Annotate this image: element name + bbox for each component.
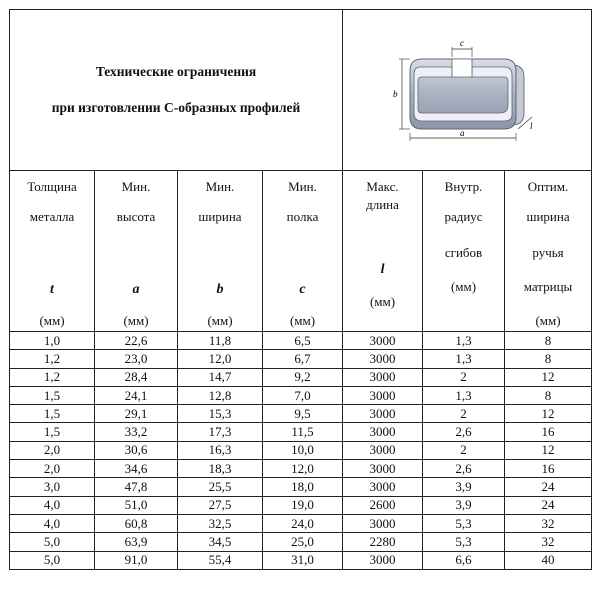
header-groove [505,171,592,332]
table-cell: 25,0 [263,533,343,551]
title-row [10,10,592,171]
table-cell: 5,3 [423,514,505,532]
table-cell: 2 [423,405,505,423]
table-cell: 1,3 [423,332,505,350]
header-line: полка [286,209,319,224]
table-row [10,441,592,459]
header-line: ширина [526,209,570,224]
header-length [343,171,423,332]
table-cell: 1,2 [10,350,95,368]
diagram-cell [343,10,592,171]
table-cell: 34,5 [178,533,263,551]
header-width [178,171,263,332]
header-line: длина [366,197,399,212]
table-title-line-1: Технические ограничения [95,64,257,79]
table-cell: 63,9 [95,533,178,551]
table-cell: 24 [505,496,592,514]
table-cell: 22,6 [95,332,178,350]
table-cell: 33,2 [95,423,178,441]
table-cell: 91,0 [95,551,178,569]
table-cell: 6,7 [263,350,343,368]
header-line: металла [29,209,75,224]
header-unit: (мм) [450,279,477,294]
header-unit: (мм) [39,313,65,328]
table-cell: 2280 [343,533,423,551]
table-row [10,423,592,441]
table-cell: 28,4 [95,368,178,386]
table-cell: 8 [505,332,592,350]
table-cell: 1,5 [10,386,95,404]
table-cell: 3000 [343,350,423,368]
table-cell: 3000 [343,386,423,404]
table-row [10,514,592,532]
table-cell: 16 [505,423,592,441]
table-cell: 11,8 [178,332,263,350]
table-cell: 2600 [343,496,423,514]
header-flange [263,171,343,332]
header-line: Оптим. [527,179,569,194]
table-cell: 3000 [343,332,423,350]
table-cell: 24,1 [95,386,178,404]
table-cell: 1,2 [10,368,95,386]
table-cell: 3000 [343,460,423,478]
table-cell: 2,0 [10,441,95,459]
table-cell: 5,0 [10,551,95,569]
table-cell: 12 [505,441,592,459]
table-row [10,478,592,496]
table-cell: 8 [505,350,592,368]
table-cell: 23,0 [95,350,178,368]
table-cell: 5,0 [10,533,95,551]
table-row [10,386,592,404]
header-symbol: c [299,282,306,297]
table-cell: 1,3 [423,386,505,404]
header-thickness [10,171,95,332]
table-cell: 14,7 [178,368,263,386]
header-line: Макс. [366,179,399,194]
spec-sheet [9,9,591,587]
table-cell: 6,6 [423,551,505,569]
table-cell: 55,4 [178,551,263,569]
table-row [10,405,592,423]
table-cell: 12 [505,368,592,386]
header-symbol: a [132,282,140,297]
table-cell: 32 [505,533,592,551]
table-cell: 9,5 [263,405,343,423]
table-cell: 3000 [343,423,423,441]
table-cell: 4,0 [10,514,95,532]
table-cell: 30,6 [95,441,178,459]
table-cell: 3,9 [423,478,505,496]
table-cell: 24 [505,478,592,496]
header-unit: (мм) [207,313,233,328]
table-cell: 7,0 [263,386,343,404]
table-cell: 31,0 [263,551,343,569]
table-cell: 17,3 [178,423,263,441]
table-cell: 3000 [343,514,423,532]
header-line: Мин. [121,179,151,194]
table-cell: 1,5 [10,423,95,441]
table-cell: 32,5 [178,514,263,532]
constraints-table [9,9,592,570]
table-cell: 29,1 [95,405,178,423]
table-cell: 2 [423,368,505,386]
table-cell: 2,6 [423,460,505,478]
dim-label-c: c [460,38,465,48]
table-cell: 9,2 [263,368,343,386]
table-row [10,496,592,514]
table-cell: 27,5 [178,496,263,514]
header-line: ручья [532,245,564,260]
table-cell: 60,8 [95,514,178,532]
table-cell: 3000 [343,478,423,496]
header-unit: (мм) [289,313,316,328]
header-height [95,171,178,332]
table-cell: 16 [505,460,592,478]
table-cell: 32 [505,514,592,532]
header-symbol: b [216,282,224,297]
table-cell: 8 [505,386,592,404]
table-cell: 47,8 [95,478,178,496]
table-cell: 3000 [343,368,423,386]
header-line: сгибов [444,245,483,260]
table-cell: 15,3 [178,405,263,423]
c-profile-diagram-icon [392,35,542,145]
table-cell: 4,0 [10,496,95,514]
table-cell: 24,0 [263,514,343,532]
table-cell: 25,5 [178,478,263,496]
table-row [10,533,592,551]
table-cell: 34,6 [95,460,178,478]
header-line: Толщина [27,179,77,194]
table-cell: 5,3 [423,533,505,551]
table-cell: 16,3 [178,441,263,459]
header-line: матрицы [523,279,573,294]
table-cell: 1,5 [10,405,95,423]
table-cell: 2 [423,441,505,459]
header-line: ширина [198,209,242,224]
table-cell: 12,0 [263,460,343,478]
header-unit: (мм) [535,313,561,328]
table-cell: 51,0 [95,496,178,514]
header-line: Мин. [205,179,235,194]
table-cell: 18,3 [178,460,263,478]
table-row [10,460,592,478]
table-cell: 11,5 [263,423,343,441]
table-row [10,368,592,386]
table-cell: 3000 [343,551,423,569]
dim-label-a: a [460,128,465,138]
title-cell [10,10,343,171]
table-cell: 10,0 [263,441,343,459]
header-symbol: l [380,262,385,277]
dim-label-b: b [393,89,398,99]
table-cell: 18,0 [263,478,343,496]
dim-label-l: l [530,121,533,131]
header-symbol: t [50,282,54,297]
table-row [10,332,592,350]
header-row [10,171,592,332]
header-line: Внутр. [444,179,483,194]
header-unit: (мм) [369,294,396,309]
table-cell: 2,0 [10,460,95,478]
header-line: радиус [444,209,483,224]
table-cell: 1,0 [10,332,95,350]
table-cell: 12,8 [178,386,263,404]
table-cell: 3000 [343,441,423,459]
table-cell: 19,0 [263,496,343,514]
header-radius [423,171,505,332]
table-cell: 2,6 [423,423,505,441]
table-cell: 3000 [343,405,423,423]
header-unit: (мм) [123,313,149,328]
table-cell: 1,3 [423,350,505,368]
table-row [10,350,592,368]
header-line: Мин. [288,179,317,194]
header-line: высота [116,209,156,224]
table-cell: 3,9 [423,496,505,514]
table-cell: 12,0 [178,350,263,368]
table-title-line-2: при изготовлении С-образных профилей [51,100,301,115]
table-cell: 12 [505,405,592,423]
table-cell: 3,0 [10,478,95,496]
table-row [10,551,592,569]
table-cell: 40 [505,551,592,569]
table-cell: 6,5 [263,332,343,350]
